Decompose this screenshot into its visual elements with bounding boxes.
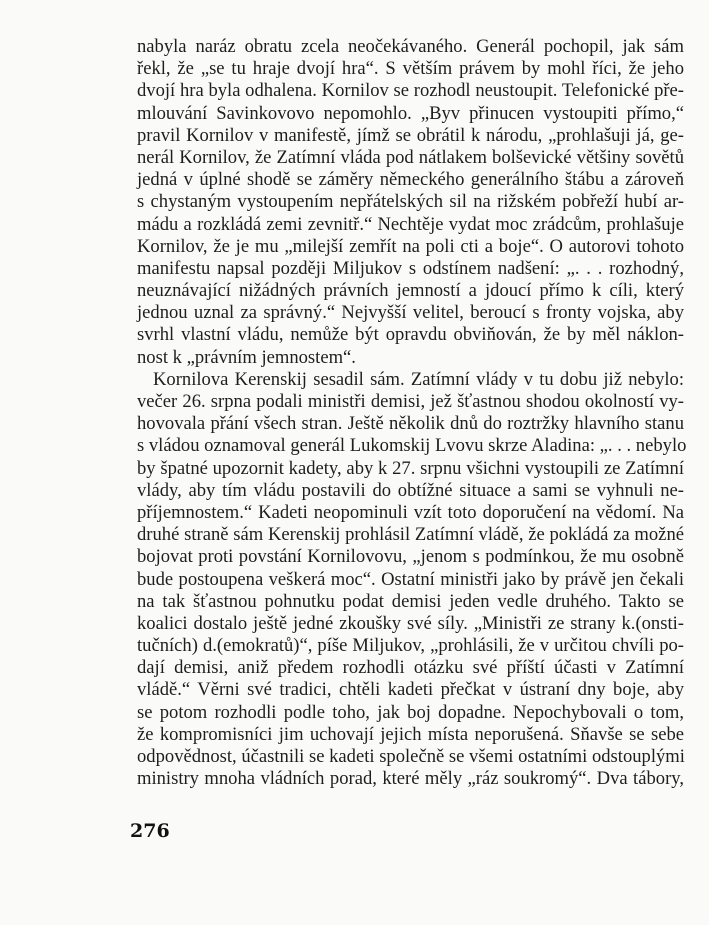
text-line: vlády, aby tím vládu postavili do obtížné situace a sami se vyhnuli ne-: [137, 479, 684, 501]
text-line: mlouvání Savinkovovo nepomohlo. „Byv přinucen vystoupiti přímo,“: [137, 102, 684, 124]
text-line: bojovat proti povstání Kornilovovu, „jenom s podmínkou, že mu osobně: [137, 546, 684, 568]
text-line: koalici dostalo ještě jedné zkoušky své síly. „Ministři ze strany k.(onsti-: [137, 612, 684, 634]
text-line: večer 26. srpna podali ministři demisi, jež šťastnou shodou okolností vy-: [137, 391, 684, 412]
text-line: Kornilova Kerenskij sesadil sám. Zatímní vlády v tu dobu již nebylo:: [153, 368, 684, 390]
text-line: druhé straně sám Kerenskij prohlásil Zatímní vládě, že pokládá za možné: [137, 524, 684, 546]
text-line: pravil Kornilov v manifestě, jímž se obrátil k národu, „prohlašuji já, ge-: [137, 124, 684, 146]
text-line: manifestu napsal později Miljukov s odstínem nadšení: „. . . rozhodný,: [137, 257, 684, 279]
text-line: tučních) d.(emokratů)“, píše Miljukov, „prohlásili, že v určitou chvíli po-: [137, 635, 684, 657]
text-line: že kompromisníci jim uchovají jejich místa neporušená. Sňavše se sebe: [137, 723, 684, 745]
text-line: nost k „právním jemnostem“.: [137, 346, 356, 368]
text-line: nerál Kornilov, že Zatímní vláda pod nátlakem bolševické většiny sovětů: [137, 146, 684, 168]
text-line: vládě.“ Věrni své tradici, chtěli kadeti přečkat v ústraní dny boje, aby: [137, 679, 684, 701]
text-line: bude postoupena veškerá moc“. Ostatní ministři jako by právě jen čekali: [137, 568, 684, 590]
text-line: by špatné upozornit kadety, aby k 27. srpnu všichni vystoupili ze Zatímní: [137, 457, 684, 479]
text-line: s vládou oznamoval generál Lukomskij Lvovu skrze Aladina: „. . . nebylo: [137, 435, 687, 457]
text-line: řekl, že „se tu hraje dvojí hra“. S větším právem by mohl říci, že jeho: [137, 58, 684, 80]
text-line: mádu a rozkládá zemi zevnitř.“ Nechtěje vydat moc zrádcům, prohlašuje: [137, 213, 684, 235]
text-line: příjemnostem.“ Kadeti neopominuli vzít toto doporučení na vědomí. Na: [137, 501, 684, 523]
text-line: s chystaným vystoupením nepřátelských sil na rižském pobřeží hubí ar-: [137, 191, 684, 213]
text-line: jedná v úplné shodě se záměry německého generálního štábu a zároveň: [137, 169, 684, 191]
text-line: dají demisi, aniž předem rozhodli otázku své příští účasti v Zatímní: [137, 657, 684, 679]
page-body-text: [137, 36, 687, 790]
text-line: neuznávající nižádných právních jemností a jdoucí přímo k cíli, který: [137, 280, 684, 302]
text-line: hovovala přání všech stran. Ještě několik dnů do roztržky hlavního stanu: [137, 413, 684, 435]
text-line: dvojí hra byla odhalena. Kornilov se rozhodl neustoupit. Telefonické pře-: [137, 80, 684, 102]
text-line: jednou uznal za správný.“ Nejvyšší velitel, beroucí s fronty vojska, aby: [137, 302, 684, 324]
text-line: nabyla naráz obratu zcela neočekávaného. Generál pochopil, jak sám: [137, 36, 684, 57]
text-line: se potom rozhodli podle toho, jak boj dopadne. Nepochybovali o tom,: [137, 701, 684, 723]
text-line: Kornilov, že je mu „milejší zemřít na poli cti a boje“. O autorovi tohoto: [137, 235, 684, 257]
text-line: odpovědnost, účastnili se kadeti společně se všemi ostatními odstouplými: [137, 746, 685, 767]
text-line: svrhl vlastní vládu, nemůže být opravdu obviňován, že by měl náklon-: [137, 324, 684, 346]
text-line: ministry mnoha vládních porad, které měly „ráz soukromý“. Dva tábory,: [137, 768, 684, 790]
text-line: na tak šťastnou pohnutku podat demisi jeden vedle druhého. Takto se: [137, 590, 684, 612]
page-number: 276: [130, 820, 170, 842]
